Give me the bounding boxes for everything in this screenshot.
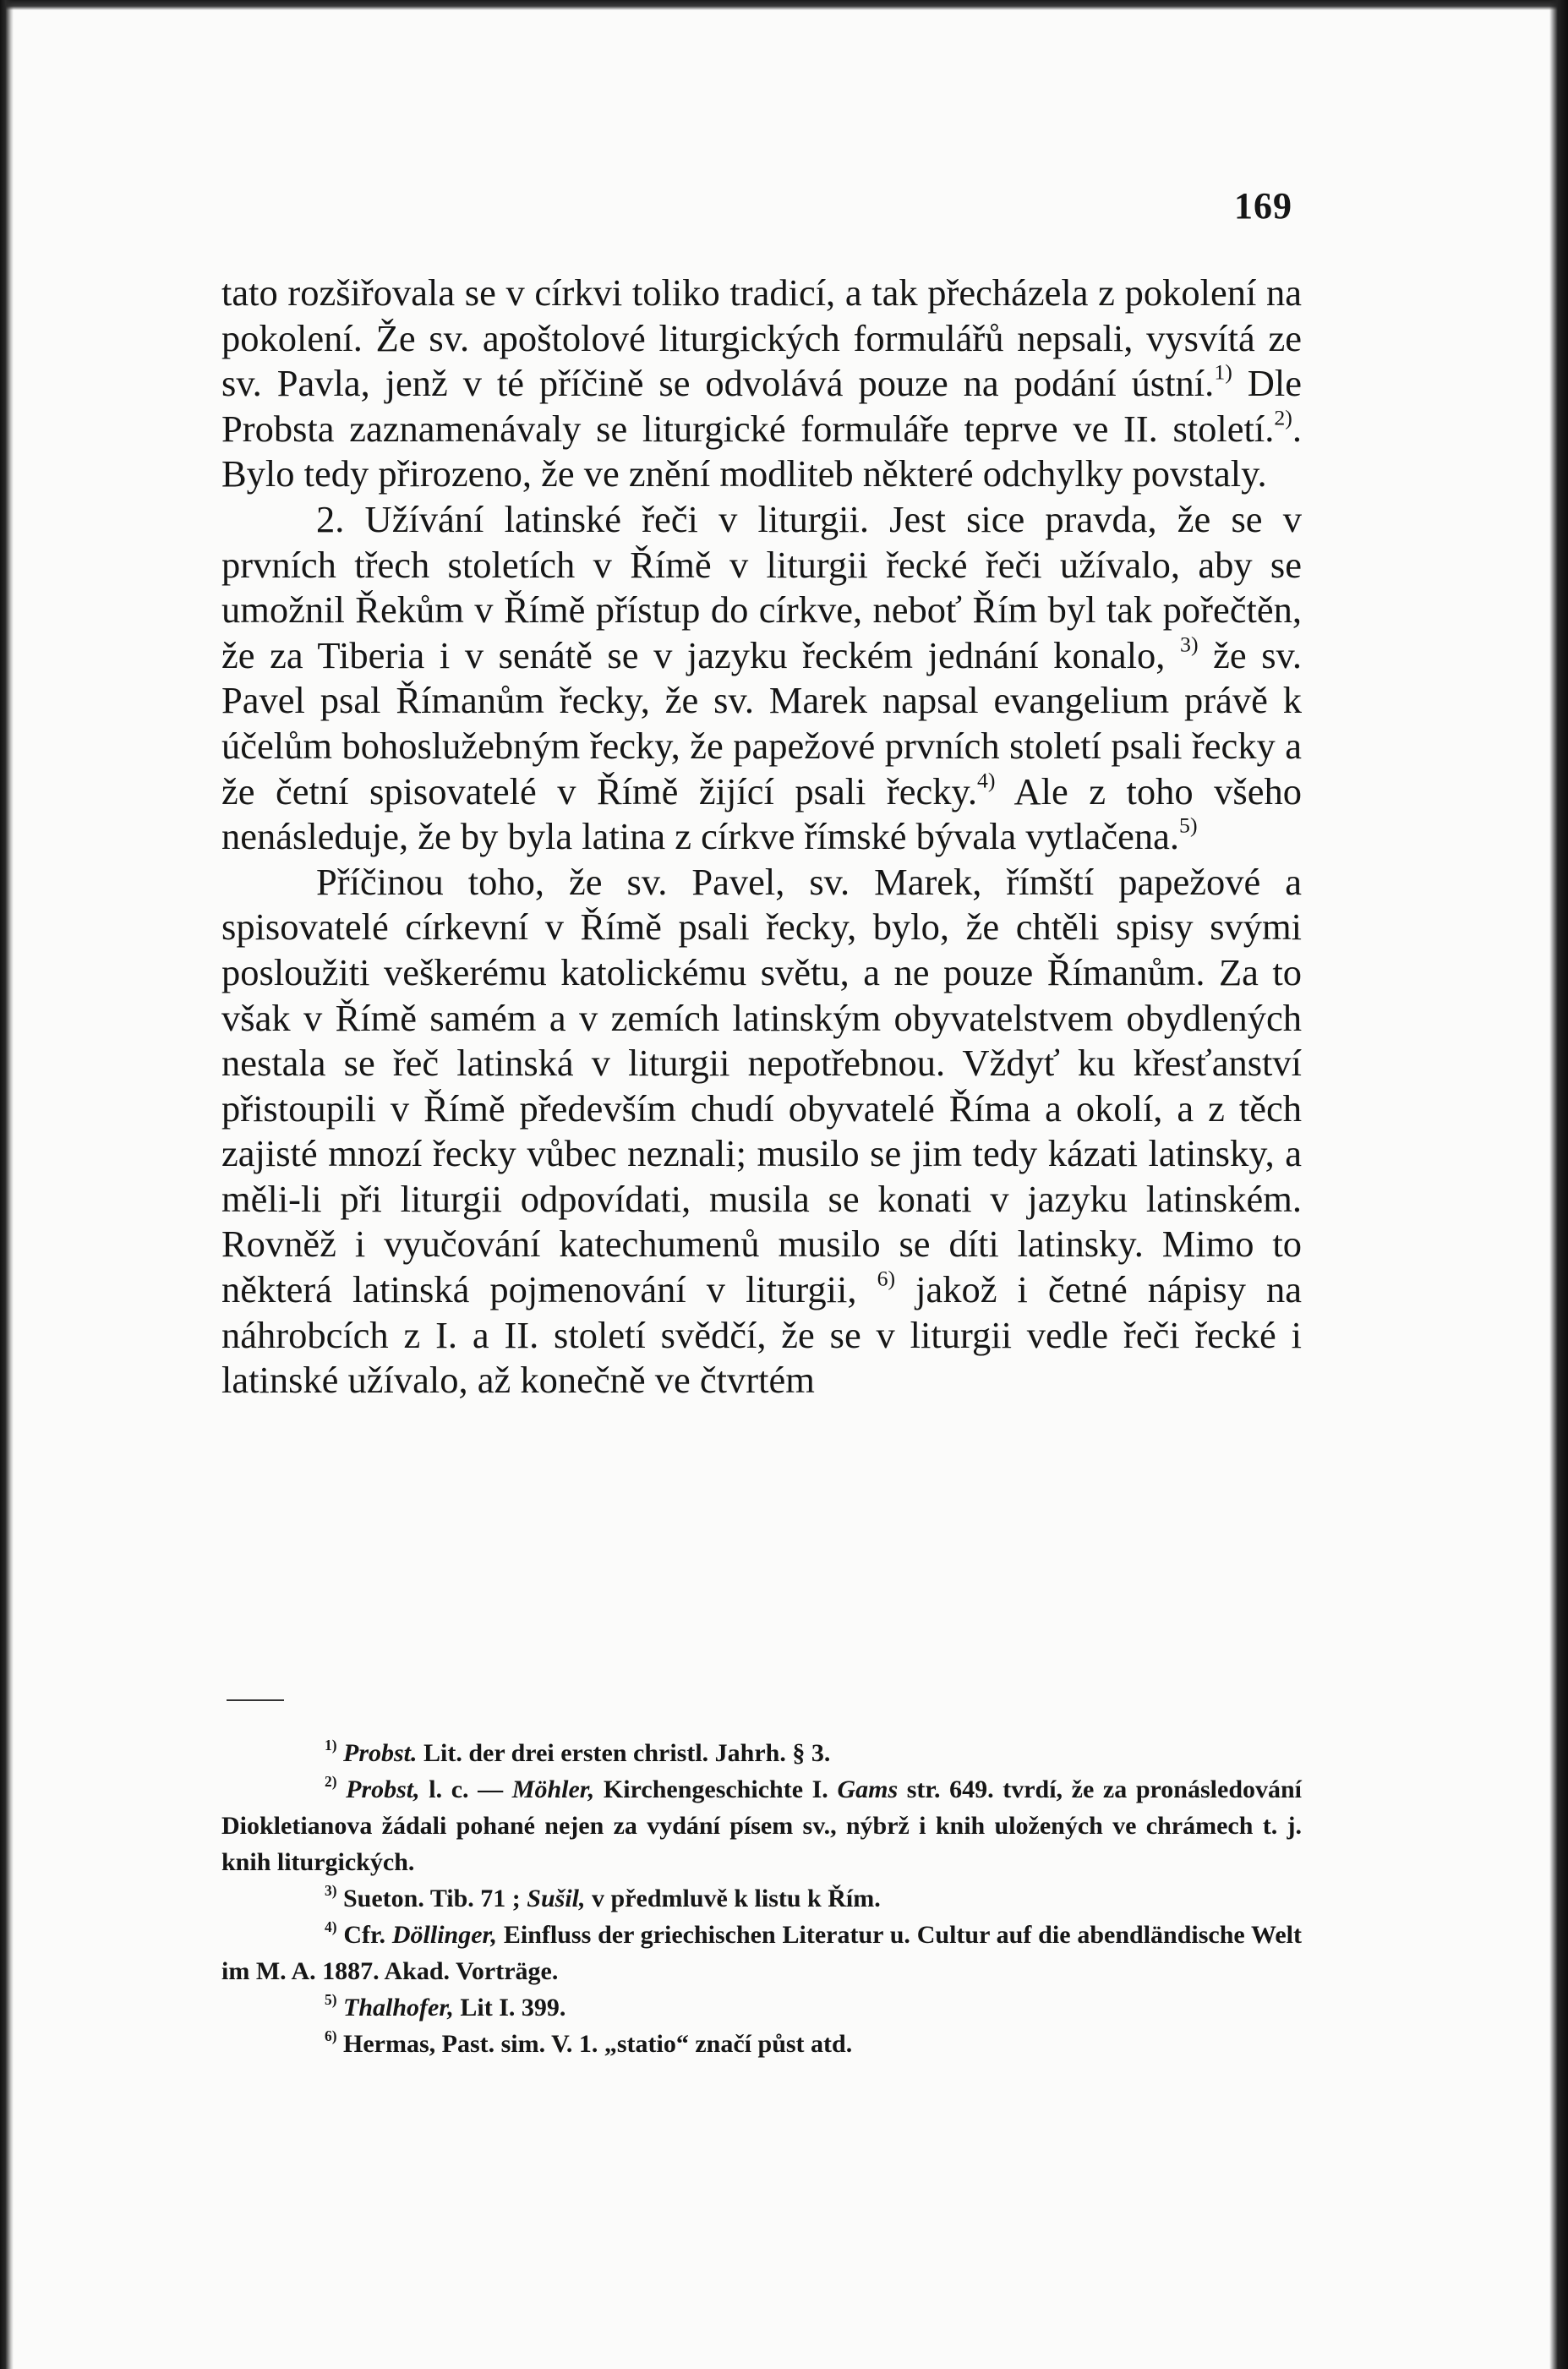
paragraph-3-text-b: jakož i četné nápisy na náhrobcích z I. a II. století svědčí, že se v liturgii vedle řeči řecké i latinské užívalo, až konečně ve čtvrtém <box>221 1268 1302 1402</box>
footnote-2: $^{2)}$ Probst, l. c. — Möhler, Kirchengeschichte I. Gams str. 649. tvrdí, že za pronásledování Diokletianova žádali pohané nejen za vydání písem sv., nýbrž i knih uložených ve chrámech t. j. knih liturgických. <box>221 1772 1303 1876</box>
paragraph-2-text-b: že sv. Pavel psal Římanům řecky, že sv. Marek napsal evangelium právě k účelům bohoslužebným řecky, že papežové prvních století psali řecky a že četní spisovatelé v Římě žijící psali řecky. <box>221 633 1303 812</box>
footnotes <box>221 1735 1302 2062</box>
paragraph-2 <box>221 497 1302 860</box>
paragraph-2-text-c: Ale z toho všeho nenásleduje, že by byla latina z církve římské bývala vytlačena. <box>221 769 1302 858</box>
paragraph-1-text-b: Dle Probsta zaznamenávaly se liturgické formuláře teprve ve II. století. <box>221 362 1302 450</box>
footnote-ref-3: 3) <box>1180 632 1199 657</box>
footnote-ref-5: 5) <box>1179 812 1198 838</box>
scan-edge-top <box>0 0 1568 10</box>
paragraph-1-text-c: . Bylo tedy přirozeno, že ve znění modliteb některé odchylky povstaly. <box>221 407 1302 495</box>
paragraph-1 <box>221 271 1302 497</box>
footnote-4: $^{4)}$ Cfr. Döllinger, Einfluss der griechischen Literatur u. Cultur auf die abendländische Welt im M. A. 1887. Akad. Vorträge. <box>221 1918 1302 1985</box>
footnote-5-author: Thalhofer, <box>343 1994 454 2022</box>
main-text <box>221 271 1302 1403</box>
footnote-ref-6: 6) <box>877 1266 896 1291</box>
footnote-ref-4: 4) <box>976 768 996 793</box>
footnote-3: $^{3)}$ Sueton. Tib. 71 ; Sušil, v předmluvě k listu k Řím. <box>325 1881 881 1912</box>
footnote-6: $^{6)}$ Hermas, Past. sim. V. 1. „statio“ značí půst atd. <box>325 2027 853 2058</box>
footnote-5: $^{5)}$ Thalhofer, Lit I. 399. <box>325 1990 566 2022</box>
paragraph-3-text-a: Příčinou toho, že sv. Pavel, sv. Marek, římští papežové a spisovatelé církevní v Římě psali řecky, bylo, že chtěli spisy svými posloužiti veškerému katolickému světu, a ne pouze Římanům. Za to však v Římě samém a v zemích latinským obyvatelstvem obydlených nestala se řeč latinská v liturgii nepotřebnou. Vždyť ku křesťanství přistoupili v Římě především chudí obyvatelé Říma a okolí, a z těch zajisté mnozí řecky vůbec neznali; musilo se jim tedy kázati latinsky, a měli-li při liturgii odpovídati, musila se konati v jazyku latinském. Rovněž i vyučování katechumenů musilo se díti latinsky. Mimo to některá latinská pojmenování v liturgii, <box>221 860 1302 1311</box>
footnote-2-author: Probst, <box>346 1775 420 1803</box>
footnote-3-author: Sušil, <box>527 1885 586 1912</box>
footnote-separator <box>227 1699 284 1701</box>
footnote-2-author-2: Möhler, <box>511 1775 595 1803</box>
footnote-2-author-3: Gams <box>837 1775 899 1803</box>
footnote-ref-2: 2) <box>1274 405 1292 430</box>
scan-edge-left <box>0 0 14 2369</box>
page-number: 169 <box>1234 185 1292 227</box>
footnote-1-author: Probst. <box>343 1739 418 1767</box>
footnote-4-author: Döllinger, <box>391 1921 498 1949</box>
footnote-ref-1: 1) <box>1214 359 1232 385</box>
paragraph-1-text-a: tato rozšiřovala se v církvi toliko tradicí, a tak přecházela z pokolení na pokolení. Že sv. apoštolové liturgických formulářů nepsali, vysvítá ze sv. Pavla, jenž v té příčině se odvolává pouze na podání ústní. <box>221 271 1302 405</box>
paragraph-3 <box>221 860 1302 1403</box>
paragraph-2-text-a: 2. Užívání latinské řeči v liturgii. Jest sice pravda, že se v prvních třech stoletích v Římě v liturgii řecké řeči užívalo, aby se umožnil Řekům v Římě přístup do církve, neboť Řím byl tak pořečtěn, že za Tiberia i v senátě se v jazyku řeckém jednání konalo, <box>221 497 1302 676</box>
footnote-1: $^{1)}$ Probst. Lit. der drei ersten christl. Jahrh. § 3. <box>325 1736 831 1767</box>
scan-edge-right <box>1549 0 1568 2369</box>
